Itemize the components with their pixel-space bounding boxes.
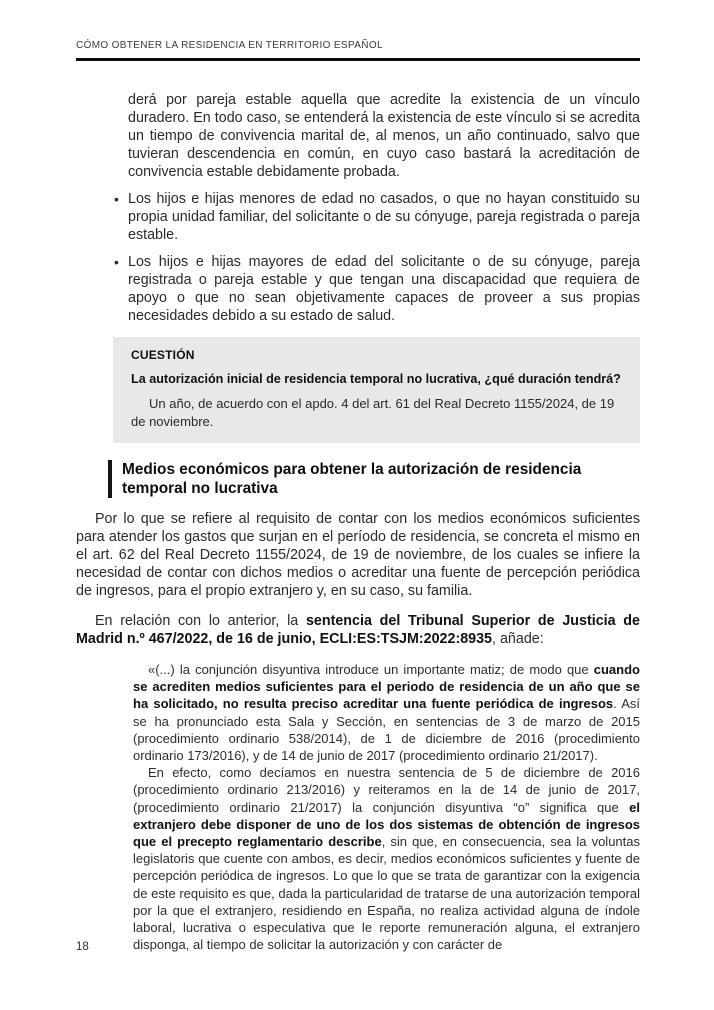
question-answer: Un año, de acuerdo con el apdo. 4 del art. 61 del Real Decreto 1155/2024, de 19 de noviembre. [131,396,615,429]
header-rule [76,58,640,61]
paragraph-continuation: derá por pareja estable aquella que acredite la existencia de un vínculo duradero. En todo caso, se entenderá la existencia de este vínculo si se acredita un tiempo de convivencia marital de, al menos, un año continuado, salvo que tuvieran descendencia en común, en cuyo caso bastará la acreditación de convivencia estable debidamente probada. [128,92,640,180]
quote-run: . Así se ha pronunciado esta Sala y Sección, en sentencias de 3 de marzo de 2015 (procedimiento ordinario 538/2014), de 1 de diciembre de 2016 (procedimiento ordinario 173/2016), y de 14 de junio de 2017 (procedimiento ordinario 21/2017). [133,696,640,764]
question-text: La autorización inicial de residencia temporal no lucrativa, ¿qué duración tendrá? [131,372,621,386]
quote-bold: el extranjero debe disponer de uno de los dos sistemas de obtención de ingresos que el precepto reglamentario describe [133,799,640,850]
quote-bold: cuando se acrediten medios suficientes para el periodo de residencia de un año que se ha solicitado, no resulta preciso acreditar una fuente periódica de ingresos [133,662,640,712]
list-item-text: Los hijos e hijas mayores de edad del solicitante o de su cónyuge, pareja registrada o pareja estable y que tengan una discapacidad que requiera de apoyo o que no sean objetivamente capaces de proveer a sus propias necesidades debido a su estado de salud. [128,254,640,324]
paragraph-sentencia [76,612,640,648]
page-header [76,40,640,61]
quote-paragraph [133,661,640,764]
list-item [114,253,640,325]
bullet-icon: • [114,191,119,207]
quote-run: En efecto, como decíamos en nuestra sentencia de 5 de diciembre de 2016 (procedimiento ordinario 213/2016) y reiteramos en la de 14 de junio de 2017, (procedimiento ordinario 21/2017) la conjunción disyuntiva “o” significa que [133,765,640,815]
court-ruling-quote [133,661,640,953]
bullet-list [76,190,640,325]
section-heading-text: Medios económicos para obtener la autorización de residencia temporal no lucrativa [122,461,582,497]
bullet-icon: • [114,254,119,270]
paragraph-sentencia-run: , añade: [492,631,544,647]
paragraph-sentencia-run: En relación con lo anterior, la [95,613,306,629]
quote-paragraph [133,764,640,953]
quote-run: «(...) la conjunción disyuntiva introduce un importante matiz; de modo que [148,662,594,677]
question-box [113,337,640,443]
list-item-text: Los hijos e hijas menores de edad no casados, o que no hayan constituido su propia unidad familiar, del solicitante o de su cónyuge, pareja registrada o pareja estable. [128,191,640,243]
paragraph-medios: Por lo que se refiere al requisito de contar con los medios económicos suficientes para atender los gastos que surjan en el período de residencia, se concreta el mismo en el art. 62 del Real Decreto 1155/2024, de 19 de noviembre, de los cuales se infiere la necesidad de contar con dichos medios o acreditar una fuente de percepción periódica de ingresos, para el propio extranjero y, en su caso, su familia. [76,511,640,599]
page-body [76,91,640,953]
heading-accent-bars-icon [108,460,112,498]
page-number: 18 [76,941,89,953]
question-box-label: CUESTIÓN [131,348,195,362]
list-item [114,190,640,244]
quote-run: , sin que, en consecuencia, sea la voluntas legislatoris que cuente con ambos, es decir, medios económicos suficientes y fuente de percepción periódica de ingresos. Lo que lo que se trata de garantizar con la exigencia de este requisito es que, dada la particularidad de tratarse de una autorización temporal por la que el extranjero, residiendo en España, no realiza actividad alguna de índole laboral, lucrativa o especulativa que le reporte remuneración alguna, el extranjero disponga, al tiempo de solicitar la autorización y con carácter de [133,834,640,953]
paragraph-sentencia-bold: sentencia del Tribunal Superior de Justicia de Madrid n.º 467/2022, de 16 de junio, ECLI:ES:TSJM:2022:8935 [76,613,640,647]
section-heading [108,460,640,498]
running-title: CÓMO OBTENER LA RESIDENCIA EN TERRITORIO ESPAÑOL [76,40,383,51]
